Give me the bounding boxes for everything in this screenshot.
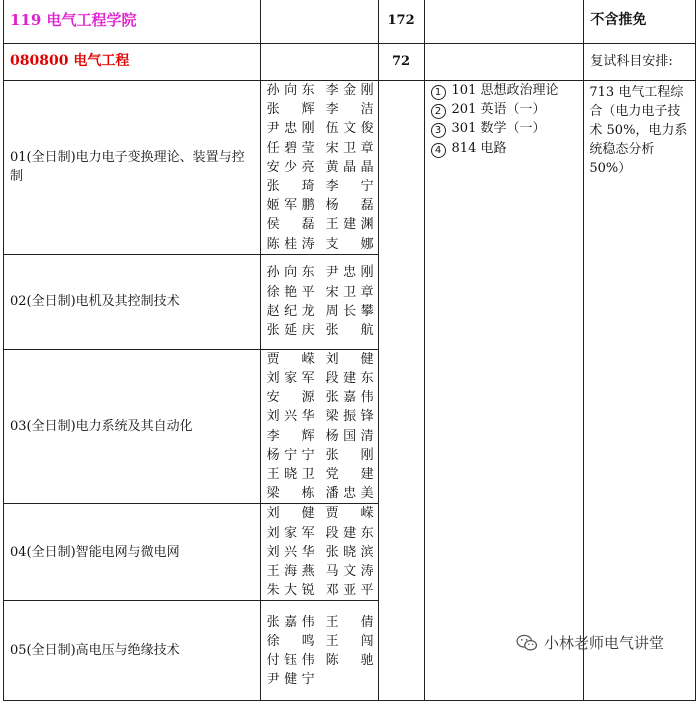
professor-pair xyxy=(267,215,374,234)
professor-name: 陈驰 xyxy=(325,652,374,668)
wechat-icon xyxy=(516,634,538,652)
professor-list xyxy=(260,81,378,255)
professor-name: 侯磊 xyxy=(266,217,315,233)
professor-name: 刘兴华 xyxy=(266,544,315,560)
professor-name: 贾嵘 xyxy=(325,506,374,522)
professor-pair xyxy=(267,427,374,446)
direction-name: 03(全日制)电力系统及其自动化 xyxy=(4,349,261,504)
professor-pair xyxy=(267,139,374,158)
professor-name: 李辉 xyxy=(266,428,315,444)
major-retest-label: 复试科目安排: xyxy=(584,44,696,81)
professor-name: 赵纪龙 xyxy=(266,303,315,319)
college-empty-cell-2 xyxy=(424,0,584,44)
professor-name: 徐艳平 xyxy=(266,284,315,300)
exam-subject: 2 201 英语（一） xyxy=(431,100,578,119)
professor-pair xyxy=(267,581,374,600)
professor-name: 刘兴华 xyxy=(266,409,315,425)
professor-pair xyxy=(267,119,374,138)
professor-pair xyxy=(267,321,374,340)
professor-name: 张刚 xyxy=(325,447,374,463)
major-empty-cell-2 xyxy=(424,44,584,81)
professor-pair xyxy=(267,446,374,465)
watermark xyxy=(516,632,664,653)
professor-name: 王建渊 xyxy=(325,217,374,233)
professor-name: 李金刚 xyxy=(325,83,374,98)
professor-pair xyxy=(267,177,374,196)
professor-name: 安少亮 xyxy=(266,159,315,175)
professor-name: 孙向东 xyxy=(266,265,315,281)
professor-name: 陈桂涛 xyxy=(266,236,315,252)
professor-name: 段建东 xyxy=(325,371,374,387)
professor-name: 伍文俊 xyxy=(325,121,374,137)
professor-name: 梁栋 xyxy=(266,486,315,502)
professor-name: 张嘉伟 xyxy=(325,390,374,406)
professor-pair xyxy=(267,504,374,523)
direction-name: 01(全日制)电力电子变换理论、装置与控制 xyxy=(4,81,261,255)
direction-row xyxy=(4,81,696,255)
professor-pair xyxy=(267,543,374,562)
college-empty-cell xyxy=(260,0,378,44)
professor-pair xyxy=(267,263,374,282)
professor-pair xyxy=(267,562,374,581)
professor-name: 党建 xyxy=(325,467,374,483)
professor-pair xyxy=(267,670,374,689)
exam-subject: 3 301 数学（一） xyxy=(431,119,578,138)
direction-name: 05(全日制)高电压与绝缘技术 xyxy=(4,601,261,701)
circled-number-icon: 3 xyxy=(431,123,446,138)
professor-pair xyxy=(267,465,374,484)
professor-name: 张航 xyxy=(325,323,374,339)
professor-name: 李宁 xyxy=(325,179,374,195)
college-exemption: 不含推免 xyxy=(584,0,696,44)
professor-pair xyxy=(267,81,374,100)
major-empty-cell xyxy=(260,44,378,81)
professor-name: 宋卫章 xyxy=(325,284,374,300)
professor-pair xyxy=(267,388,374,407)
professor-pair xyxy=(267,196,374,215)
professor-name: 杨磊 xyxy=(325,198,374,214)
professor-name: 张晓滨 xyxy=(325,544,374,560)
professor-list xyxy=(260,504,378,601)
quota-blank-column xyxy=(378,81,424,701)
professor-name: 尹健宁 xyxy=(266,672,315,688)
major-name: 080800 电气工程 xyxy=(4,44,261,81)
exam-subject: 4 814 电路 xyxy=(431,139,578,158)
professor-pair xyxy=(267,407,374,426)
professor-name: 王晓卫 xyxy=(266,467,315,483)
professor-name: 尹忠刚 xyxy=(325,265,374,281)
professor-name: 周长攀 xyxy=(325,303,374,319)
professor-name: 张嘉伟 xyxy=(266,614,315,630)
professor-name: 王海燕 xyxy=(266,564,315,580)
exam-subject: 1 101 思想政治理论 xyxy=(431,81,578,100)
professor-pair xyxy=(267,369,374,388)
professor-name: 杨宁宁 xyxy=(266,447,315,463)
professor-name: 马文涛 xyxy=(325,564,374,580)
professor-list xyxy=(260,349,378,504)
professor-name xyxy=(326,670,374,689)
professor-name: 王闯 xyxy=(325,633,374,649)
professor-name: 贾嵘 xyxy=(266,351,315,367)
college-name: 119 电气工程学院 xyxy=(4,0,261,44)
circled-number-icon: 1 xyxy=(431,85,446,100)
major-quota: 72 xyxy=(378,44,424,81)
professor-pair xyxy=(267,524,374,543)
professor-pair xyxy=(267,651,374,670)
professor-name: 刘健 xyxy=(325,351,374,367)
professor-name: 刘家军 xyxy=(266,371,315,387)
professor-name: 梁振锋 xyxy=(325,409,374,425)
professor-list xyxy=(260,601,378,701)
professor-list xyxy=(260,254,378,349)
professor-name: 刘健 xyxy=(266,506,315,522)
college-row xyxy=(4,0,696,44)
professor-name: 黄晶晶 xyxy=(325,159,374,175)
professor-name: 尹忠刚 xyxy=(266,121,315,137)
watermark-text: 小林老师电气讲堂 xyxy=(544,634,665,652)
college-quota: 172 xyxy=(378,0,424,44)
professor-name: 李洁 xyxy=(325,102,374,118)
professor-name: 付钰伟 xyxy=(266,652,315,668)
professor-pair xyxy=(267,235,374,254)
circled-number-icon: 4 xyxy=(431,143,446,158)
professor-name: 任碧莹 xyxy=(266,140,315,156)
professor-name: 姬军鹏 xyxy=(266,198,315,214)
professor-name: 徐鸣 xyxy=(266,633,315,649)
professor-name: 张延庆 xyxy=(266,323,315,339)
major-row xyxy=(4,44,696,81)
professor-pair xyxy=(267,350,374,369)
professor-pair xyxy=(267,283,374,302)
professor-name: 潘忠美 xyxy=(325,486,374,502)
professor-pair xyxy=(267,632,374,651)
admissions-table xyxy=(3,0,696,701)
professor-pair xyxy=(267,484,374,503)
professor-pair xyxy=(267,100,374,119)
professor-name: 刘家军 xyxy=(266,525,315,541)
professor-name: 孙向东 xyxy=(266,83,315,98)
professor-name: 宋卫章 xyxy=(325,140,374,156)
professor-pair xyxy=(267,302,374,321)
professor-name: 段建东 xyxy=(325,525,374,541)
professor-name: 支娜 xyxy=(325,236,374,252)
professor-name: 杨国清 xyxy=(325,428,374,444)
professor-name: 朱大锐 xyxy=(266,583,315,599)
direction-name: 04(全日制)智能电网与微电网 xyxy=(4,504,261,601)
professor-name: 张辉 xyxy=(266,102,315,118)
circled-number-icon: 2 xyxy=(431,104,446,119)
exam-subjects-cell xyxy=(424,81,584,701)
direction-name: 02(全日制)电机及其控制技术 xyxy=(4,254,261,349)
professor-name: 王倩 xyxy=(325,614,374,630)
professor-name: 张琦 xyxy=(266,179,315,195)
professor-name: 安源 xyxy=(266,390,315,406)
professor-name: 邓亚平 xyxy=(325,583,374,599)
professor-pair xyxy=(267,613,374,632)
retest-subject: 713 电气工程综合（电力电子技术 50%，电力系统稳态分析 50%） xyxy=(584,81,696,701)
professor-pair xyxy=(267,158,374,177)
